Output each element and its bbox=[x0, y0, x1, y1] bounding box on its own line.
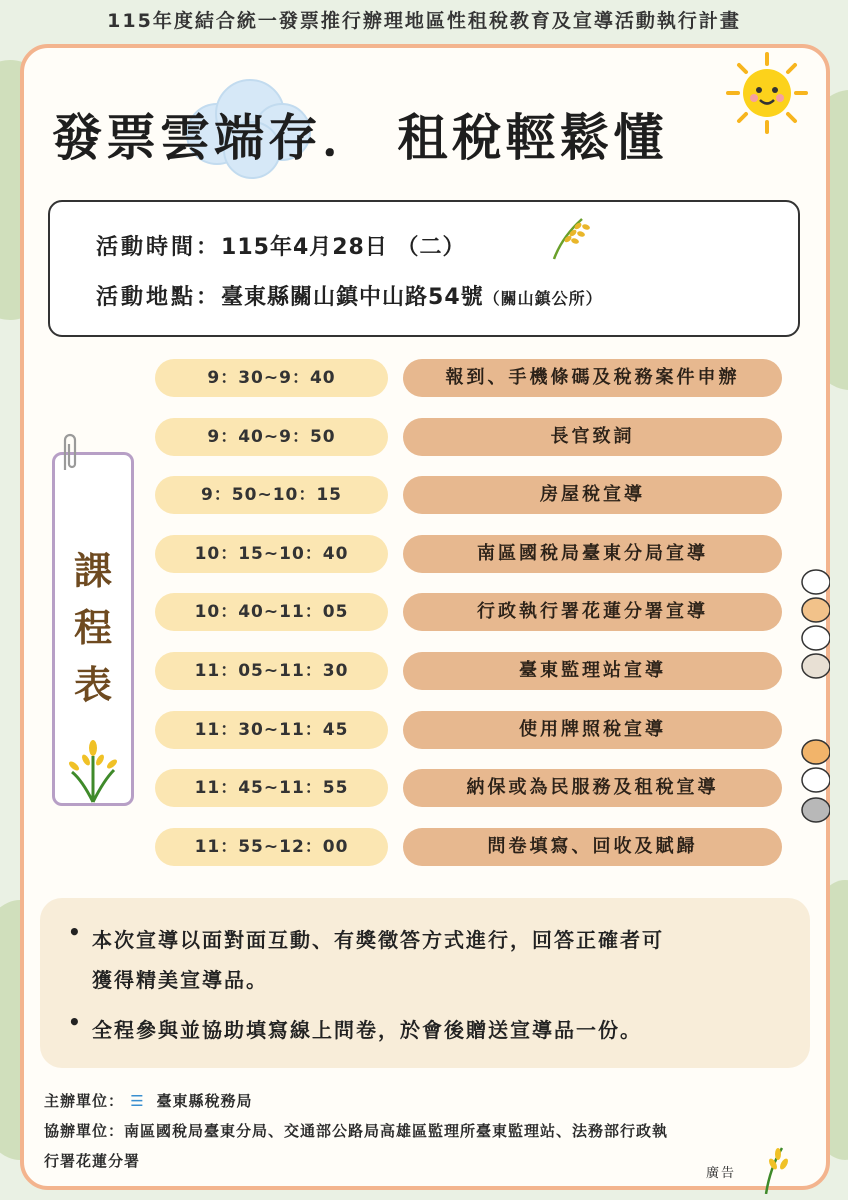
plan-title: 115年度結合統一發票推行辦理地區性租稅教育及宣導活動執行計畫 bbox=[107, 10, 741, 32]
schedule-time-pill: 11：05~11：30 bbox=[155, 652, 388, 690]
wheat-bundle-icon bbox=[64, 736, 122, 804]
bullet-icon: • bbox=[68, 920, 83, 944]
co-organizer-cont bbox=[44, 1150, 140, 1171]
schedule-event-pill: 使用牌照稅宣導 bbox=[403, 711, 782, 749]
schedule-event-pill: 長官致詞 bbox=[403, 418, 782, 456]
event-time-value: 115年4月28日 （二） bbox=[221, 235, 466, 260]
schedule-time-pill: 9：30~9：40 bbox=[155, 359, 388, 397]
wheat-icon bbox=[548, 211, 594, 261]
event-place-value: 臺東縣關山鎮中山路54號 bbox=[221, 285, 484, 310]
host-value: 臺東縣稅務局 bbox=[156, 1092, 253, 1110]
tax-bureau-logo-icon: ☰ bbox=[130, 1092, 145, 1110]
paperclip-icon bbox=[58, 430, 80, 474]
schedule-time-pill: 11：55~12：00 bbox=[155, 828, 388, 866]
wheat-footer-icon bbox=[752, 1138, 802, 1194]
note-text-2: 全程參與並協助填寫線上問卷，於會後贈送宣導品一份。 bbox=[92, 1018, 642, 1042]
schedule-time-pill: 9：40~9：50 bbox=[155, 418, 388, 456]
schedule-label-text: 課程表 bbox=[73, 549, 112, 707]
schedule-time-pill: 11：45~11：55 bbox=[155, 769, 388, 807]
schedule-event-pill: 行政執行署花蓮分署宣導 bbox=[403, 593, 782, 631]
schedule-label bbox=[55, 543, 131, 714]
note-item bbox=[68, 1010, 642, 1050]
schedule-time-pill: 10：15~10：40 bbox=[155, 535, 388, 573]
schedule-event-pill: 房屋稅宣導 bbox=[403, 476, 782, 514]
advertisement-label: 廣告 bbox=[706, 1166, 737, 1181]
co-value-2: 行署花蓮分署 bbox=[44, 1152, 141, 1170]
schedule-event-pill: 報到、手機條碼及稅務案件申辦 bbox=[403, 359, 782, 397]
sun-icon bbox=[726, 52, 808, 134]
event-place-label: 活動地點： bbox=[96, 285, 222, 310]
schedule-time-pill: 11：30~11：45 bbox=[155, 711, 388, 749]
cat-illustration-icon bbox=[796, 566, 830, 856]
event-info-box bbox=[48, 200, 800, 337]
notes-box bbox=[40, 898, 810, 1068]
schedule-time-pill: 10：40~11：05 bbox=[155, 593, 388, 631]
co-label: 協辦單位： bbox=[44, 1122, 125, 1140]
note-text-1a: 本次宣導以面對面互動、有獎徵答方式進行，回答正確者可 bbox=[92, 928, 664, 952]
host-organizer bbox=[44, 1090, 253, 1111]
event-place-line bbox=[96, 280, 603, 311]
note-text-1b: 獲得精美宣導品。 bbox=[92, 968, 268, 992]
co-organizer bbox=[44, 1120, 668, 1141]
host-label: 主辦單位： bbox=[44, 1092, 125, 1110]
event-time-line bbox=[96, 230, 466, 261]
bullet-icon: • bbox=[68, 1010, 83, 1034]
co-value-1: 南區國稅局臺東分局、交通部公路局高雄區監理所臺東監理站、法務部行政執 bbox=[124, 1122, 669, 1140]
event-time-label: 活動時間： bbox=[96, 235, 222, 260]
note-item bbox=[68, 920, 664, 1000]
event-place-note: （關山鎮公所） bbox=[483, 289, 603, 308]
schedule-event-pill: 問卷填寫、回收及賦歸 bbox=[403, 828, 782, 866]
schedule-event-pill: 納保或為民服務及租稅宣導 bbox=[403, 769, 782, 807]
main-title: 發票雲端存． 租稅輕鬆懂 bbox=[52, 109, 668, 167]
schedule-event-pill: 南區國稅局臺東分局宣導 bbox=[403, 535, 782, 573]
schedule-time-pill: 9：50~10：15 bbox=[155, 476, 388, 514]
schedule-event-pill: 臺東監理站宣導 bbox=[403, 652, 782, 690]
